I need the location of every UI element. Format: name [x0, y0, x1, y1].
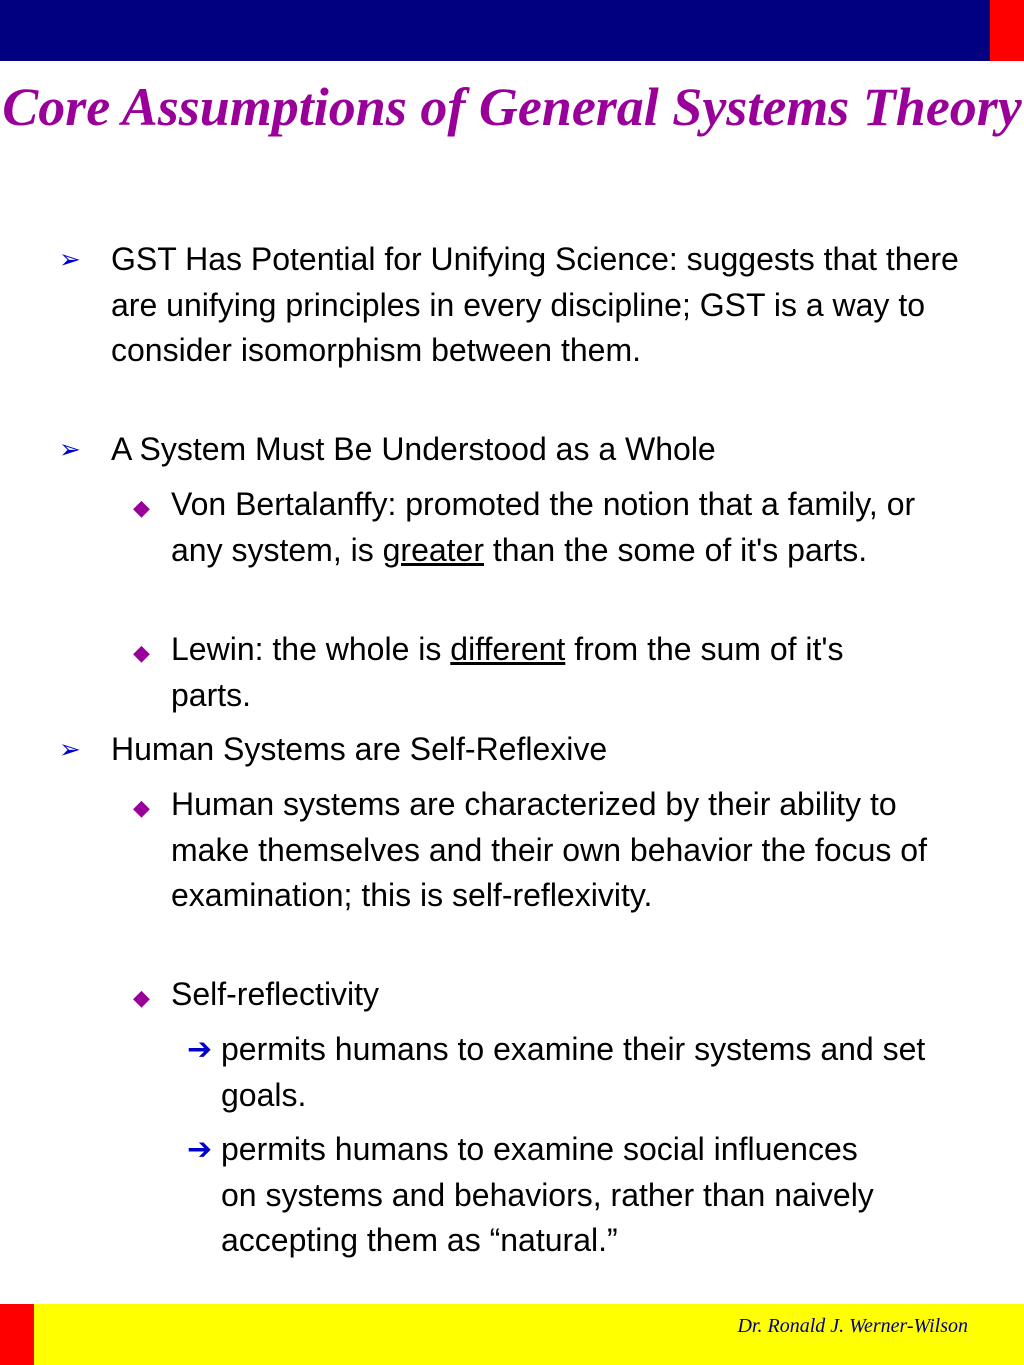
diamond-bullet-icon: ◆ — [133, 495, 150, 520]
bullet-text: permits humans to examine social influences on systems and behaviors, rather than naively accepting them as “natural.” — [221, 1131, 874, 1258]
sub-bullet-self-reflectivity — [133, 972, 961, 1018]
bullet-text: Human systems are characterized by their ability to make themselves and their own behavior the focus of examination; this is self-reflexivity. — [171, 786, 927, 913]
top-accent-block — [990, 0, 1024, 61]
bullet-text: Human Systems are Self-Reflexive — [111, 731, 608, 767]
bullet-text: permits humans to examine their systems and set goals. — [221, 1031, 926, 1113]
bullet-text-pre: Lewin: the whole is — [171, 631, 451, 667]
bullet-text: GST Has Potential for Unifying Science: suggests that there are unifying principles in every discipline; GST is a way to consider isomorphism between them. — [111, 241, 959, 368]
emphasis-different: different — [450, 631, 566, 667]
right-arrow-bullet-icon: ➔ — [187, 1033, 213, 1066]
bullet-text-post: than the some of it's parts. — [484, 531, 868, 568]
arrowhead-bullet-icon: ➢ — [59, 434, 81, 464]
diamond-bullet-icon: ◆ — [133, 795, 150, 820]
diamond-bullet-icon: ◆ — [133, 985, 150, 1010]
sub-sub-bullet-social-influences — [187, 1127, 901, 1264]
top-banner — [0, 0, 1024, 61]
slide-title: Core Assumptions of General Systems Theory — [2, 77, 1022, 137]
bullet-text: Self-reflectivity — [171, 976, 380, 1012]
right-arrow-bullet-icon: ➔ — [187, 1133, 213, 1166]
sub-sub-bullet-set-goals — [187, 1027, 951, 1118]
sub-bullet-von-bertalanffy — [133, 482, 971, 573]
bullet-self-reflexive — [59, 727, 961, 773]
arrowhead-bullet-icon: ➢ — [59, 244, 81, 274]
sub-bullet-human-systems — [133, 782, 961, 919]
bullet-text-pre: Von Bertalanffy: promoted the notion that a family, or any system, is — [171, 486, 916, 568]
diamond-bullet-icon: ◆ — [133, 640, 150, 665]
emphasis-greater: greater — [382, 531, 484, 568]
arrowhead-bullet-icon: ➢ — [59, 734, 81, 764]
bullet-text-post: from the sum of it's parts. — [171, 631, 844, 713]
bottom-accent-block — [0, 1304, 34, 1365]
sub-bullet-lewin — [133, 627, 931, 718]
bullet-system-whole — [59, 427, 961, 473]
author-credit: Dr. Ronald J. Werner-Wilson — [737, 1315, 968, 1337]
bullet-gst-unifying — [59, 237, 961, 374]
bullet-text: A System Must Be Understood as a Whole — [111, 431, 716, 467]
